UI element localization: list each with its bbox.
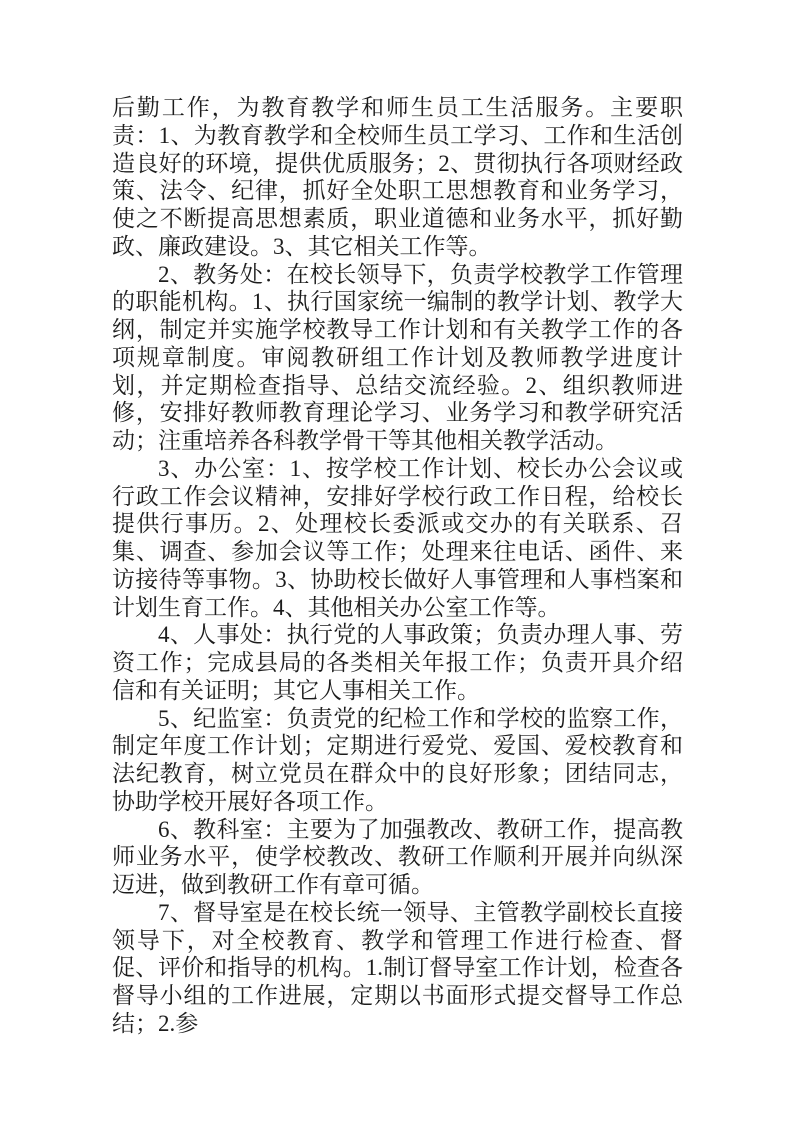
paragraph: 3、办公室：1、按学校工作计划、校长办公会议或行政工作会议精神，安排好学校行政工作日程，给校长提供行事历。2、处理校长委派或交办的有关联系、召集、调查、参加会议等工作；处理来往电话、函件、来访接待等事物。3、协助校长做好人事管理和人事档案和计划生育工作。4、其他相关办公室工作等。 <box>112 455 683 620</box>
paragraph: 7、督导室是在校长统一领导、主管教学副校长直接领导下，对全校教育、教学和管理工作进行检查、督促、评价和指导的机构。1.制订督导室工作计划，检查各督导小组的工作进展，定期以书面形式提交督导工作总结；2.参 <box>112 899 683 1036</box>
paragraph: 4、人事处：执行党的人事政策；负责办理人事、劳资工作；完成县局的各类相关年报工作；负责开具介绍信和有关证明；其它人事相关工作。 <box>112 622 683 703</box>
paragraph: 2、教务处：在校长领导下，负责学校教学工作管理的职能机构。1、执行国家统一编制的教学计划、教学大纲，制定并实施学校教导工作计划和有关教学工作的各项规章制度。审阅教研组工作计划及教师教学进度计划，并定期检查指导、总结交流经验。2、组织教师进修，安排好教师教育理论学习、业务学习和教学研究活动；注重培养各科教学骨干等其他相关教学活动。 <box>112 261 683 453</box>
paragraph: 后勤工作，为教育教学和师生员工生活服务。主要职责：1、为教育教学和全校师生员工学习、工作和生活创造良好的环境，提供优质服务；2、贯彻执行各项财经政策、法令、纪律，抓好全处职工思想教育和业务学习，使之不断提高思想素质，职业道德和业务水平，抓好勤政、廉政建设。3、其它相关工作等。 <box>112 95 683 259</box>
paragraph: 5、纪监室：负责党的纪检工作和学校的监察工作，制定年度工作计划；定期进行爱党、爱国、爱校教育和法纪教育，树立党员在群众中的良好形象；团结同志，协助学校开展好各项工作。 <box>112 705 683 814</box>
paragraph: 6、教科室：主要为了加强教改、教研工作，提高教师业务水平，使学校教改、教研工作顺利开展并向纵深迈进，做到教研工作有章可循。 <box>112 816 683 897</box>
document-body <box>112 94 683 1038</box>
